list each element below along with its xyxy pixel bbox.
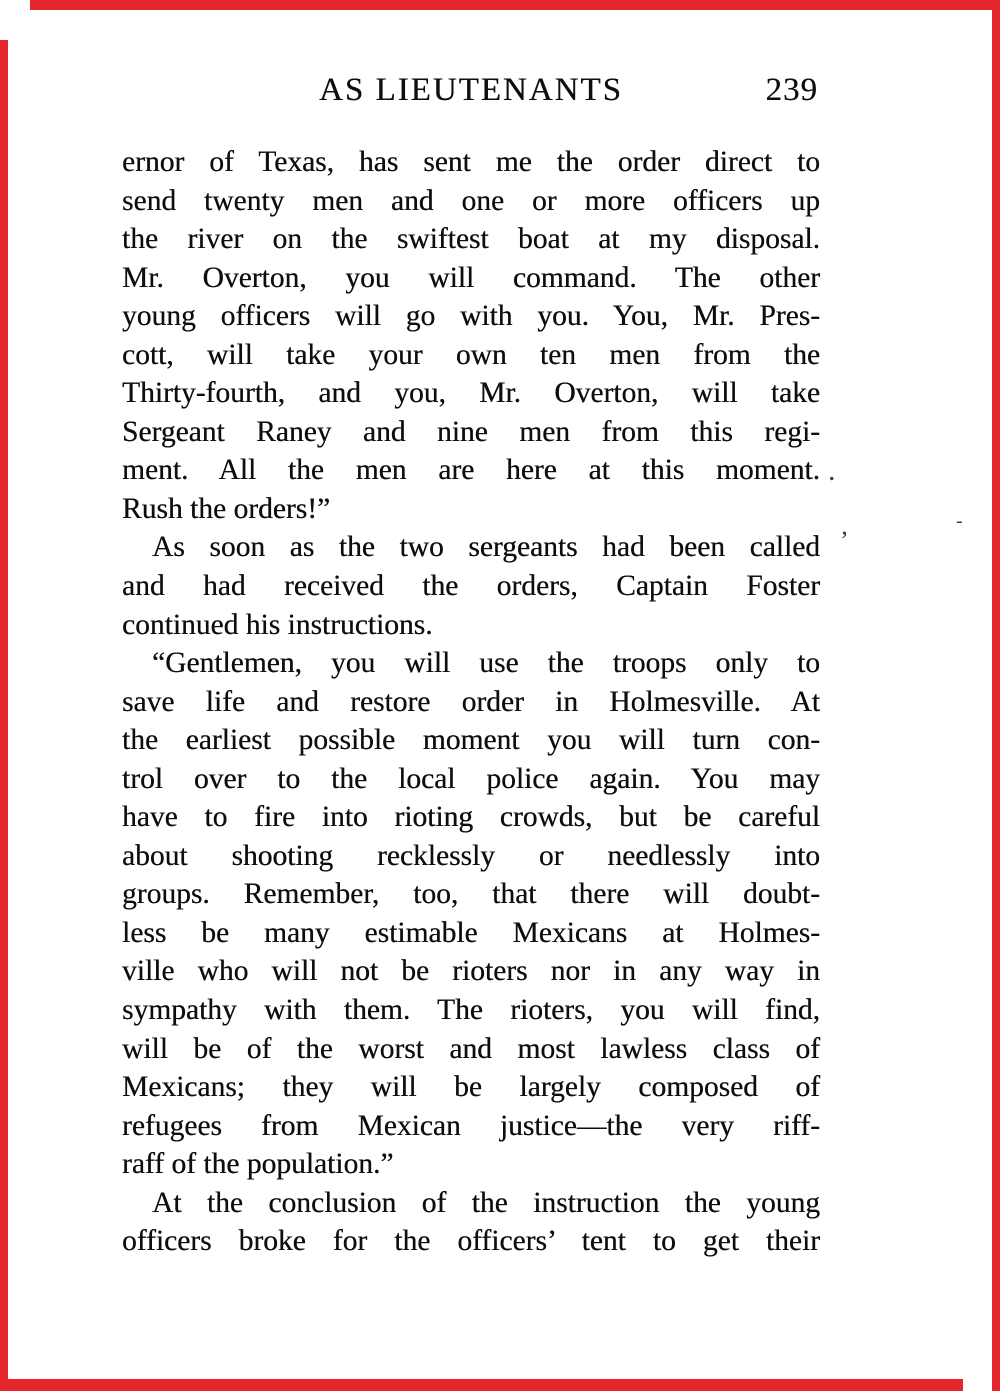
text-line: Rush the orders!” [122, 492, 331, 525]
text-line: trol over to the local police again. You may [122, 762, 820, 795]
page-edge-dye-top [30, 0, 1000, 10]
text-line: ment. All the men are here at this moment. [122, 454, 820, 487]
text-line: raff of the population.” [122, 1148, 394, 1181]
running-header [122, 72, 820, 112]
text-line: ville who will not be rioters nor in any way in [122, 955, 820, 988]
text-line: send twenty men and one or more officers up [122, 184, 820, 217]
text-line: “Gentlemen, you will use the troops only to [152, 647, 820, 680]
text-block [122, 143, 820, 1261]
text-line: cott, will take your own ten men from the [122, 338, 820, 371]
text-line: Mr. Overton, you will command. The other [122, 261, 820, 294]
text-line: groups. Remember, too, that there will doubt- [122, 878, 820, 911]
scan-artifact: ’ [840, 526, 849, 555]
scan-artifact: - [956, 510, 963, 532]
page-edge-dye-right [992, 0, 1000, 1391]
page-number: 239 [765, 72, 818, 108]
text-line: young officers will go with you. You, Mr. Pres- [122, 300, 820, 333]
chapter-title: AS LIEUTENANTS [319, 72, 623, 108]
text-line: Thirty-fourth, and you, Mr. Overton, will take [122, 377, 820, 410]
text-line: will be of the worst and most lawless class of [122, 1032, 820, 1065]
text-line: save life and restore order in Holmesville. At [122, 685, 820, 718]
text-line: continued his instructions. [122, 608, 433, 641]
text-line: the river on the swiftest boat at my disposal. [122, 223, 820, 256]
text-line: have to fire into rioting crowds, but be careful [122, 801, 820, 834]
text-line: As soon as the two sergeants had been called [152, 531, 820, 564]
text-line: Mexicans; they will be largely composed of [122, 1071, 820, 1104]
text-line: about shooting recklessly or needlessly into [122, 839, 820, 872]
text-line: less be many estimable Mexicans at Holmes- [122, 916, 820, 949]
text-line: officers broke for the officers’ tent to get their [122, 1225, 820, 1258]
text-line: sympathy with them. The rioters, you will find, [122, 994, 820, 1027]
text-line: refugees from Mexican justice—the very riff- [122, 1109, 820, 1142]
text-line: the earliest possible moment you will turn con- [122, 724, 820, 757]
page-edge-dye-left [0, 40, 8, 1391]
text-line: ernor of Texas, has sent me the order direct to [122, 146, 820, 178]
text-line: and had received the orders, Captain Foster [122, 570, 820, 603]
text-line: Sergeant Raney and nine men from this regi- [122, 415, 820, 448]
text-line: At the conclusion of the instruction the young [152, 1186, 820, 1219]
page-edge-dye-bottom [0, 1379, 963, 1391]
scan-artifact: . [828, 454, 836, 487]
